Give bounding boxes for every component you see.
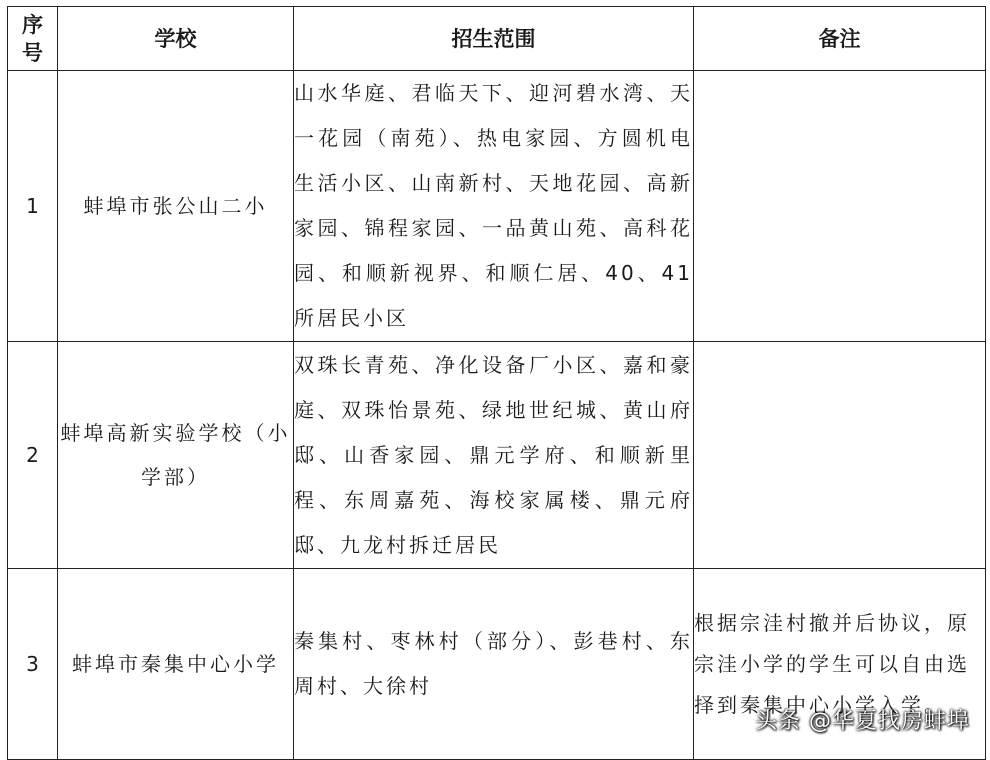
school-name: 蚌埠市张公山二小	[58, 71, 294, 342]
note-cell	[694, 342, 986, 569]
enrollment-range: 山水华庭、君临天下、迎河碧水湾、天一花园（南苑）、热电家园、方圆机电生活小区、山南新村、天地花园、高新家园、锦程家园、一品黄山苑、高科花园、和顺新视界、和顺仁居、40、41 所居民小区	[294, 71, 694, 342]
header-no: 序号	[8, 7, 58, 71]
enrollment-table	[7, 6, 986, 760]
row-number: 3	[8, 569, 58, 760]
school-name: 蚌埠市秦集中心小学	[58, 569, 294, 760]
header-range: 招生范围	[294, 7, 694, 71]
table-row	[8, 342, 986, 569]
table-row	[8, 71, 986, 342]
header-note: 备注	[694, 7, 986, 71]
note-cell	[694, 71, 986, 342]
table-header-row	[8, 7, 986, 71]
enrollment-range: 双珠长青苑、净化设备厂小区、嘉和豪庭、双珠怡景苑、绿地世纪城、黄山府邸、山香家园、鼎元学府、和顺新里程、东周嘉苑、海校家属楼、鼎元府邸、九龙村拆迁居民	[294, 342, 694, 569]
enrollment-range: 秦集村、枣林村（部分）、彭巷村、东周村、大徐村	[294, 569, 694, 760]
school-name: 蚌埠高新实验学校（小学部）	[58, 342, 294, 569]
watermark: 头条 @华夏找房蚌埠	[755, 709, 970, 734]
row-number: 1	[8, 71, 58, 342]
note-cell: 根据宗洼村撤并后协议，原宗洼小学的学生可以自由选择到秦集中心小学入学。	[694, 569, 986, 760]
header-school: 学校	[58, 7, 294, 71]
row-number: 2	[8, 342, 58, 569]
